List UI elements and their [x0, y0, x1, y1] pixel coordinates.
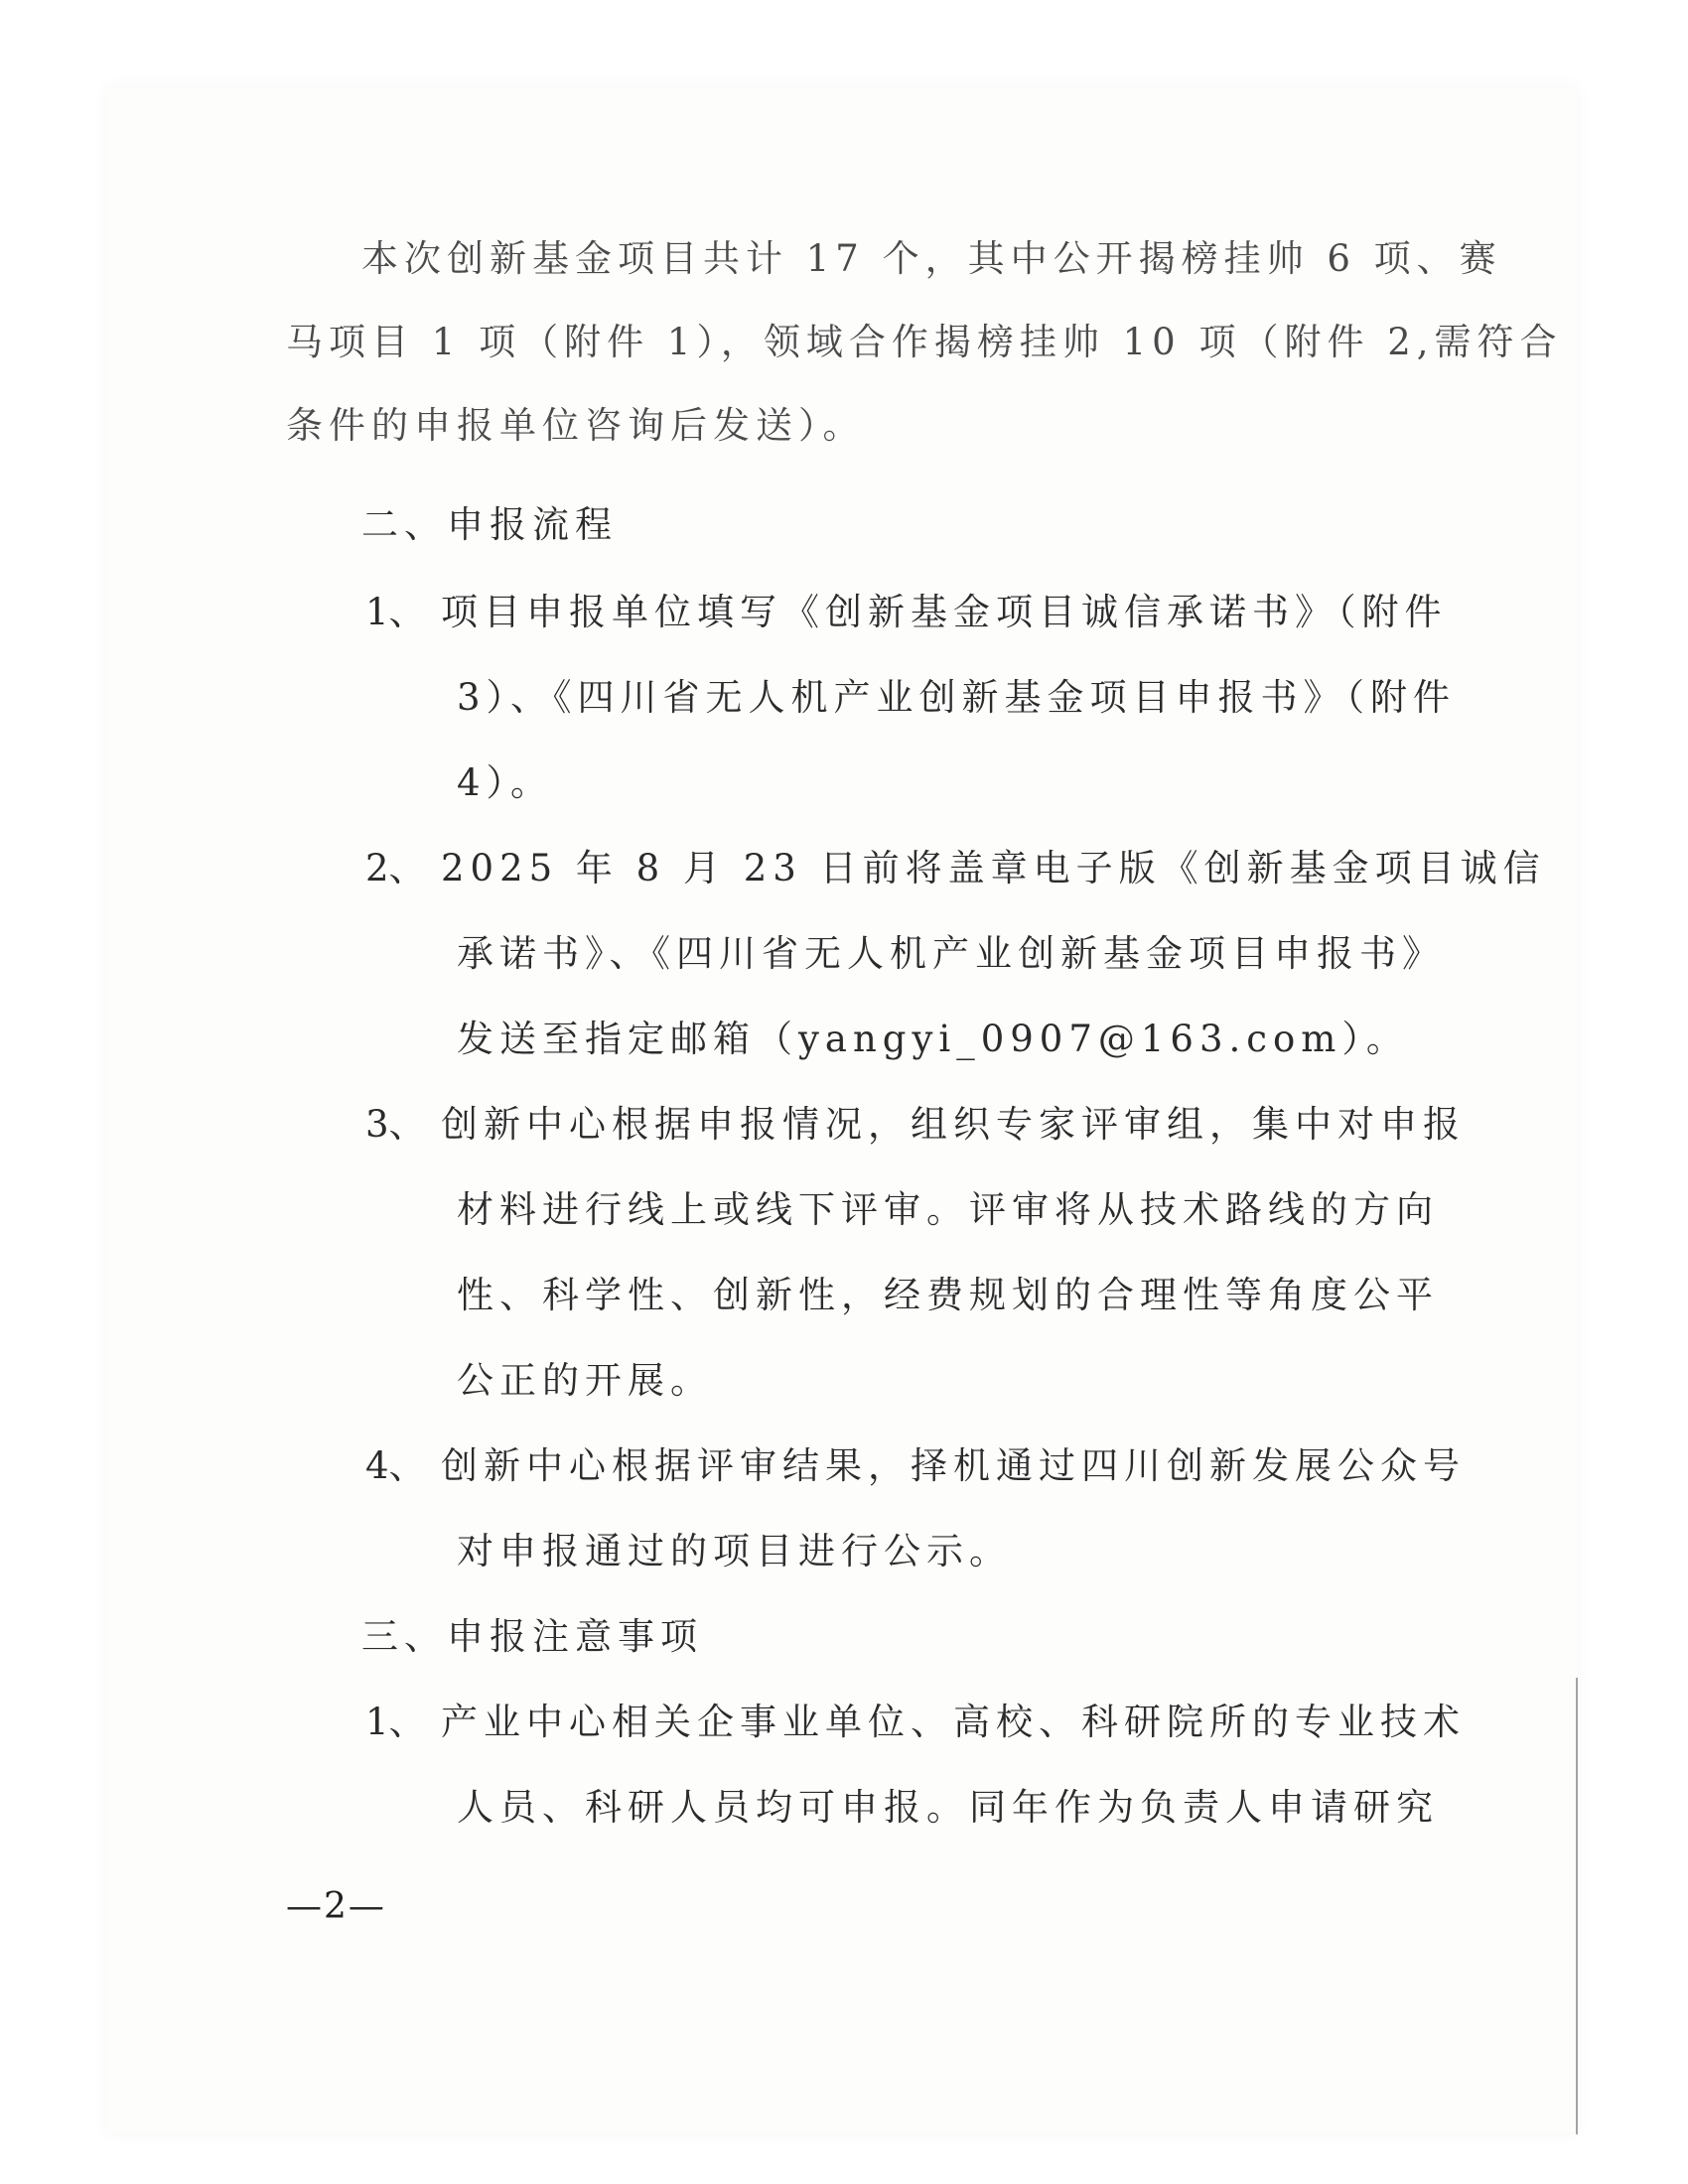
list-item-number: 1、	[365, 1701, 426, 1743]
list-item-number: 2、	[365, 847, 426, 889]
intro-line-2: 马项目 1 项（附件 1），领域合作揭榜挂帅 10 项（附件 2,需符合	[286, 321, 1563, 363]
intro-line-3: 条件的申报单位咨询后发送）。	[286, 404, 866, 447]
list-item-line: 创新中心根据评审结果，择机通过四川创新发展公众号	[441, 1444, 1466, 1487]
list-item-line: 创新中心根据申报情况，组织专家评审组，集中对申报	[441, 1103, 1466, 1146]
list-item-line: 材料进行线上或线下评审。评审将从技术路线的方向	[457, 1188, 1439, 1231]
page-number: —2—	[286, 1886, 386, 1927]
list-item-line: 项目申报单位填写《创新基金项目诚信承诺书》（附件	[441, 591, 1448, 633]
list-item-number: 4、	[365, 1444, 426, 1487]
list-item-number: 3、	[365, 1103, 426, 1146]
list-item-line: 人员、科研人员均可申报。同年作为负责人申请研究	[457, 1786, 1439, 1829]
list-item-line: 性、科学性、创新性，经费规划的合理性等角度公平	[457, 1274, 1439, 1316]
list-item-line: 对申报通过的项目进行公示。	[457, 1530, 1012, 1572]
list-item-line: 公正的开展。	[457, 1359, 713, 1402]
email-line: 发送至指定邮箱（yangyi_0907@163.com）。	[457, 1018, 1409, 1060]
section-heading-notes: 三、申报注意事项	[361, 1615, 703, 1658]
scan-edge-mark	[1576, 1678, 1578, 2134]
list-item-line: 3）、《四川省无人机产业创新基金项目申报书》（附件	[457, 676, 1457, 719]
section-heading-process: 二、申报流程	[361, 503, 618, 546]
list-item-line: 承诺书》、《四川省无人机产业创新基金项目申报书》	[457, 932, 1445, 975]
list-item-number: 1、	[365, 591, 426, 633]
intro-line-1: 本次创新基金项目共计 17 个，其中公开揭榜挂帅 6 项、赛	[361, 237, 1502, 280]
list-item-line: 产业中心相关企事业单位、高校、科研院所的专业技术	[441, 1701, 1466, 1743]
list-item-line: 4）。	[457, 761, 554, 804]
list-item-line: 2025 年 8 月 23 日前将盖章电子版《创新基金项目诚信	[441, 847, 1546, 889]
